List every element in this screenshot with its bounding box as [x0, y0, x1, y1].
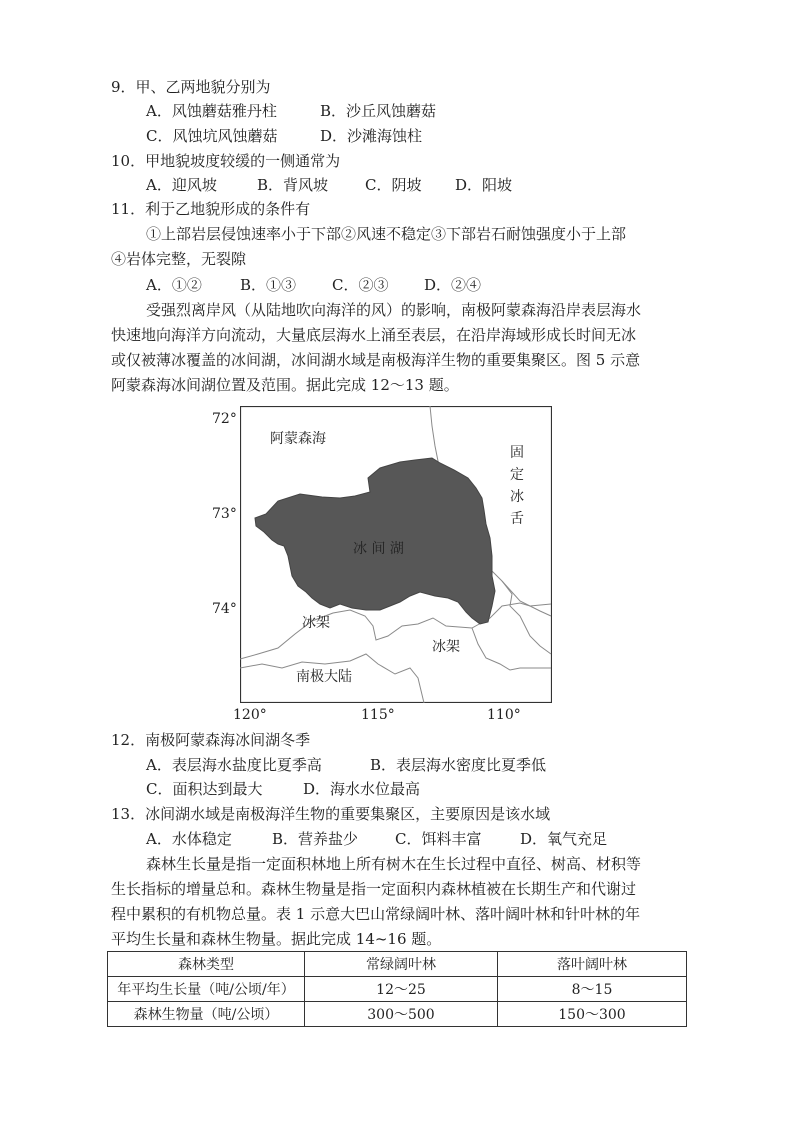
label-ice-tongue-4: 舌	[510, 511, 524, 527]
table-cell: 森林生物量（吨/公顷）	[108, 1002, 305, 1027]
table-row	[108, 977, 687, 1002]
lon-label-110: 110°	[487, 707, 521, 723]
label-ice-tongue-1: 固	[510, 445, 524, 461]
q13-stem: 13．冰间湖水域是南极海洋生物的重要集聚区，主要原因是该水域	[111, 805, 551, 823]
q11-stem: 11．利于乙地貌形成的条件有	[111, 200, 311, 218]
q10-option-a: A．迎风坡	[146, 176, 217, 194]
q13-option-b: B．营养盐少	[272, 830, 359, 848]
q9-stem: 9．甲、乙两地貌分别为	[111, 78, 271, 96]
lat-label-72: 72°	[212, 411, 237, 427]
label-ice-tongue-2: 定	[510, 467, 524, 483]
passage1-line-2: 快速地向海洋方向流动，大量底层海水上涌至表层，在沿岸海域形成长时间无冰	[111, 326, 637, 344]
q9-option-b: B．沙丘风蚀蘑菇	[320, 102, 437, 120]
q12-option-c: C．面积达到最大	[146, 780, 263, 798]
label-antarctica: 南极大陆	[296, 669, 352, 685]
q11-conditions-line1: ①上部岩层侵蚀速率小于下部②风速不稳定③下部岩石耐蚀强度小于上部	[146, 225, 627, 243]
passage2-line-2: 生长指标的增量总和。森林生物量是指一定面积内森林植被在长期生产和代谢过	[111, 880, 637, 898]
q12-option-b: B．表层海水密度比夏季低	[370, 756, 547, 774]
table-cell: 8～15	[498, 977, 687, 1002]
q10-stem: 10．甲地貌坡度较缓的一侧通常为	[111, 152, 341, 170]
table-header-cell: 常绿阔叶林	[305, 952, 498, 977]
table-header-cell: 森林类型	[108, 952, 305, 977]
q10-option-d: D．阳坡	[455, 176, 513, 194]
q10-option-b: B．背风坡	[257, 176, 329, 194]
q11-option-c: C．②③	[332, 276, 389, 294]
q12-option-a: A．表层海水盐度比夏季高	[146, 756, 322, 774]
table-row	[108, 1002, 687, 1027]
q11-option-d: D．②④	[424, 276, 482, 294]
table-cell: 12～25	[305, 977, 498, 1002]
q12-stem: 12．南极阿蒙森海冰间湖冬季	[111, 731, 311, 749]
passage1-line-1: 受强烈离岸风（从陆地吹向海洋的风）的影响，南极阿蒙森海沿岸表层海水	[146, 301, 642, 319]
passage2-line-1: 森林生长量是指一定面积林地上所有树木在生长过程中直径、树高、材积等	[146, 855, 642, 873]
passage1-line-4: 阿蒙森海冰间湖位置及范围。据此完成 12～13 题。	[111, 376, 459, 394]
label-ice-tongue-3: 冰	[510, 489, 524, 505]
label-ice-shelf-east: 冰架	[432, 639, 460, 655]
passage1-line-3: 或仅被薄冰覆盖的冰间湖，冰间湖水域是南极海洋生物的重要集聚区。图 5 示意	[111, 351, 641, 369]
q10-option-c: C．阴坡	[365, 176, 422, 194]
lon-label-120: 120°	[233, 707, 267, 723]
label-ice-shelf-west: 冰架	[302, 615, 330, 631]
q13-option-a: A．水体稳定	[146, 830, 232, 848]
label-amundsen-sea: 阿蒙森海	[270, 431, 326, 447]
q12-option-d: D．海水水位最高	[303, 780, 421, 798]
passage2-line-4: 平均生长量和森林生物量。据此完成 14~16 题。	[111, 930, 442, 948]
forest-table	[107, 951, 687, 1027]
q13-option-c: C．饵料丰富	[395, 830, 482, 848]
q9-option-c: C．风蚀坑风蚀蘑菇	[146, 127, 278, 145]
polynya-map	[240, 406, 552, 703]
q9-option-a: A．风蚀蘑菇雅丹柱	[146, 102, 277, 120]
lat-label-74: 74°	[212, 601, 237, 617]
q9-option-d: D．沙滩海蚀柱	[320, 127, 423, 145]
q11-option-a: A．①②	[146, 276, 202, 294]
table-cell: 年平均生长量（吨/公顷/年）	[108, 977, 305, 1002]
q11-conditions-line2: ④岩体完整，无裂隙	[111, 250, 247, 268]
label-polynya: 冰 间 湖	[353, 541, 404, 557]
lat-label-73: 73°	[212, 506, 237, 522]
table-header-row	[108, 952, 687, 977]
q13-option-d: D．氧气充足	[520, 830, 608, 848]
table-cell: 150～300	[498, 1002, 687, 1027]
q11-option-b: B．①③	[240, 276, 297, 294]
table-cell: 300～500	[305, 1002, 498, 1027]
passage2-line-3: 程中累积的有机物总量。表 1 示意大巴山常绿阔叶林、落叶阔叶林和针叶林的年	[111, 905, 641, 923]
lon-label-115: 115°	[361, 707, 395, 723]
table-header-cell: 落叶阔叶林	[498, 952, 687, 977]
